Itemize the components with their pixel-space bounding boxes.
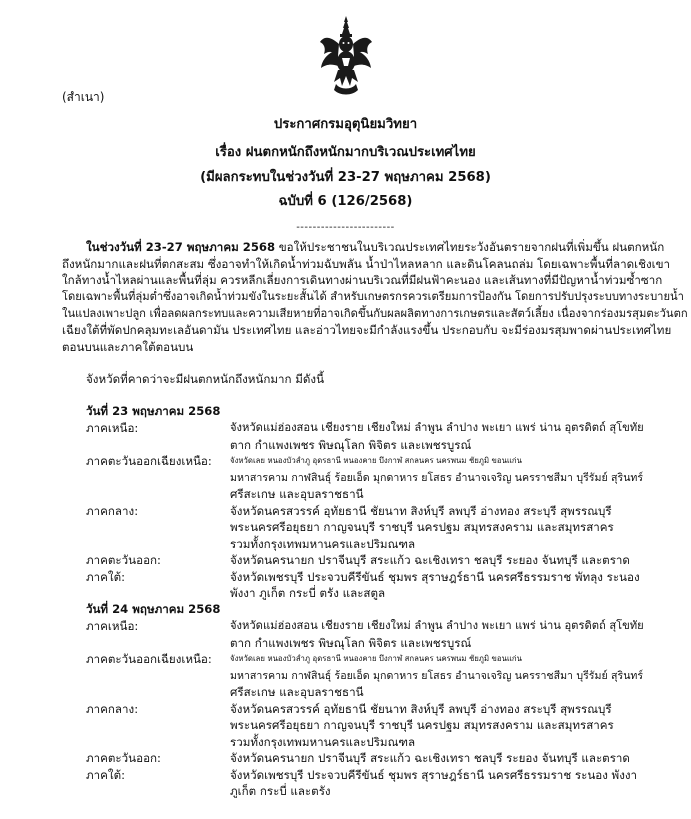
region-provinces (230, 569, 646, 602)
region-row (86, 767, 646, 800)
copy-label: (สำเนา) (62, 90, 105, 104)
announcement-issue-number: ฉบับที่ 6 (126/2568) (278, 194, 413, 209)
provinces-lead: จังหวัดที่คาดว่าจะมีฝนตกหนักถึงหนักมาก มีดังนี้ (86, 372, 324, 386)
intro-line (62, 239, 691, 256)
intro-paragraph (62, 239, 691, 356)
province-line: ภูเก็ต กระบี่ และตรัง (230, 784, 331, 798)
region-name: ภาคกลาง: (86, 503, 139, 518)
region-provinces (230, 453, 646, 503)
intro-line: เฉียงใต้ที่พัดปกคลุมทะเลอันดามัน ประเทศไทย และอ่าวไทยจะมีกำลังแรงขึ้น ประกอบกับ จะมีร่องมรสุมพาดผ่านประเทศไทย (62, 323, 672, 338)
region-name: ภาคใต้: (86, 569, 126, 584)
province-line: จังหวัดแม่ฮ่องสอน เชียงราย เชียงใหม่ ลำพูน ลำปาง พะเยา แพร่ น่าน อุตรดิตถ์ สุโขทัย (230, 421, 644, 434)
region-row (86, 453, 646, 503)
region-row (86, 552, 646, 569)
region-row (86, 569, 646, 602)
announcement-effect-period: (มีผลกระทบในช่วงวันที่ 23-27 พฤษภาคม 2568) (200, 170, 491, 185)
intro-line: โดยเฉพาะพื้นที่ลุ่มต่ำซึ่งอาจเกิดน้ำท่วมขังในระยะสั้นได้ สำหรับเกษตรกรควรเตรียมการป้องกัน โดยการปรับปรุงระบบทางระบายน้ำ (62, 290, 684, 304)
province-line: จังหวัดเพชรบุรี ประจวบคีรีขันธ์ ชุมพร สุราษฎร์ธานี นครศรีธรรมราช พัทลุง ระนอง (230, 569, 640, 584)
province-line: จังหวัดแม่ฮ่องสอน เชียงราย เชียงใหม่ ลำพูน ลำปาง พะเยา แพร่ น่าน อุตรดิตถ์ สุโขทัย (230, 619, 644, 632)
province-line: พังงา ภูเก็ต กระบี่ ตรัง และสตูล (230, 586, 386, 600)
province-line: ตาก กำแพงเพชร พิษณุโลก พิจิตร และเพชรบูรณ์ (230, 437, 472, 452)
province-line: จังหวัดนครนายก ปราจีนบุรี สระแก้ว ฉะเชิงเทรา ชลบุรี ระยอง จันทบุรี และตราด (230, 751, 630, 765)
announcement-agency: ประกาศกรมอุตุนิยมวิทยา (273, 117, 418, 132)
province-line: จังหวัดนครสวรรค์ อุทัยธานี ชัยนาท สิงห์บุรี ลพบุรี อ่างทอง สระบุรี สุพรรณบุรี (230, 503, 612, 518)
region-provinces (230, 618, 646, 651)
intro-line: ตอนบนและภาคใต้ตอนบน (62, 340, 194, 355)
region-name: ภาคเหนือ: (86, 619, 139, 633)
province-line: รวมทั้งกรุงเทพมหานครและปริมณฑล (230, 536, 416, 551)
garuda-emblem-icon (318, 14, 374, 98)
region-row (86, 420, 646, 453)
intro-line-rest: ขอให้ประชาชนในบริเวณประเทศไทยระวังอันตรายจากฝนที่เพิ่มขึ้น ฝนตกหนัก (275, 240, 665, 254)
province-line: ศรีสะเกษ และอุบลราชธานี (230, 487, 364, 501)
province-line: รวมทั้งกรุงเทพมหานครและปริมณฑล (230, 734, 416, 749)
intro-bold-lead: ในช่วงวันที่ 23-27 พฤษภาคม 2568 (86, 240, 276, 254)
forecast-day-section (86, 601, 646, 800)
forecast-day-title: วันที่ 24 พฤษภาคม 2568 (86, 602, 221, 616)
region-name: ภาคใต้: (86, 767, 126, 782)
announcement-subject: เรื่อง ฝนตกหนักถึงหนักมากบริเวณประเทศไทย (215, 145, 476, 160)
region-row (86, 503, 646, 553)
province-line: จังหวัดเพชรบุรี ประจวบคีรีขันธ์ ชุมพร สุราษฎร์ธานี นครศรีธรรมราช ระนอง พังงา (230, 767, 638, 782)
region-name: ภาคตะวันออก: (86, 553, 161, 567)
intro-line: ใกล้ทางน้ำไหลผ่านและพื้นที่ลุ่ม ควรหลีกเลี่ยงการเดินทางผ่านบริเวณที่มีฝนฟ้าคะนอง และเส้นทางที่มีปัญหาน้ำท่วมซ้ำซาก (62, 273, 663, 288)
region-provinces (230, 701, 646, 751)
region-provinces (230, 651, 646, 701)
region-name: ภาคเหนือ: (86, 421, 139, 435)
region-provinces (230, 420, 646, 453)
province-line: จังหวัดนครสวรรค์ อุทัยธานี ชัยนาท สิงห์บุรี ลพบุรี อ่างทอง สระบุรี สุพรรณบุรี (230, 701, 612, 716)
forecast-day-title: วันที่ 23 พฤษภาคม 2568 (86, 404, 221, 418)
province-line: พระนครศรีอยุธยา กาญจนบุรี ราชบุรี นครปฐม สมุทรสงคราม และสมุทรสาคร (230, 520, 614, 534)
header-divider: ------------------------ (296, 222, 395, 233)
region-row (86, 701, 646, 751)
intro-line: ในแปลงเพาะปลูก เพื่อลดผลกระทบและความเสียหายที่อาจเกิดขึ้นกับผลผลิตทางการเกษตรและสัตว์เลี้ยง เนื่องจากร่องมรสุมตะวันตก (62, 306, 688, 320)
province-line: ศรีสะเกษ และอุบลราชธานี (230, 685, 364, 699)
province-line: จังหวัดนครนายก ปราจีนบุรี สระแก้ว ฉะเชิงเทรา ชลบุรี ระยอง จันทบุรี และตราด (230, 553, 630, 567)
intro-line: ถึงหนักมากและฝนที่ตกสะสม ซึ่งอาจทำให้เกิดน้ำท่วมฉับพลัน น้ำป่าไหลหลาก และดินโคลนถล่ม โดยเฉพาะพื้นที่ลาดเชิงเขา (62, 256, 671, 271)
forecast-day-section (86, 403, 646, 602)
region-name: ภาคตะวันออก: (86, 751, 161, 765)
province-line: ตาก กำแพงเพชร พิษณุโลก พิจิตร และเพชรบูรณ์ (230, 635, 472, 650)
region-name: ภาคตะวันออกเฉียงเหนือ: (86, 652, 212, 666)
region-provinces (230, 552, 646, 569)
province-line: จังหวัดเลย หนองบัวลำภู อุดรธานี หนองคาย บึงกาฬ สกลนคร นครพนม ชัยภูมิ ขอนแก่น (230, 456, 522, 465)
region-name: ภาคกลาง: (86, 701, 139, 716)
province-line: มหาสารคาม กาฬสินธุ์ ร้อยเอ็ด มุกดาหาร ยโสธร อำนาจเจริญ นครราชสีมา บุรีรัมย์ สุรินทร์ (230, 471, 644, 484)
province-line: มหาสารคาม กาฬสินธุ์ ร้อยเอ็ด มุกดาหาร ยโสธร อำนาจเจริญ นครราชสีมา บุรีรัมย์ สุรินทร์ (230, 669, 644, 682)
region-row (86, 651, 646, 701)
province-line: พระนครศรีอยุธยา กาญจนบุรี ราชบุรี นครปฐม สมุทรสงคราม และสมุทรสาคร (230, 718, 614, 732)
region-row (86, 750, 646, 767)
region-provinces (230, 503, 646, 553)
region-provinces (230, 750, 646, 767)
region-row (86, 618, 646, 651)
region-name: ภาคตะวันออกเฉียงเหนือ: (86, 454, 212, 468)
region-provinces (230, 767, 646, 800)
province-line: จังหวัดเลย หนองบัวลำภู อุดรธานี หนองคาย บึงกาฬ สกลนคร นครพนม ชัยภูมิ ขอนแก่น (230, 654, 522, 663)
